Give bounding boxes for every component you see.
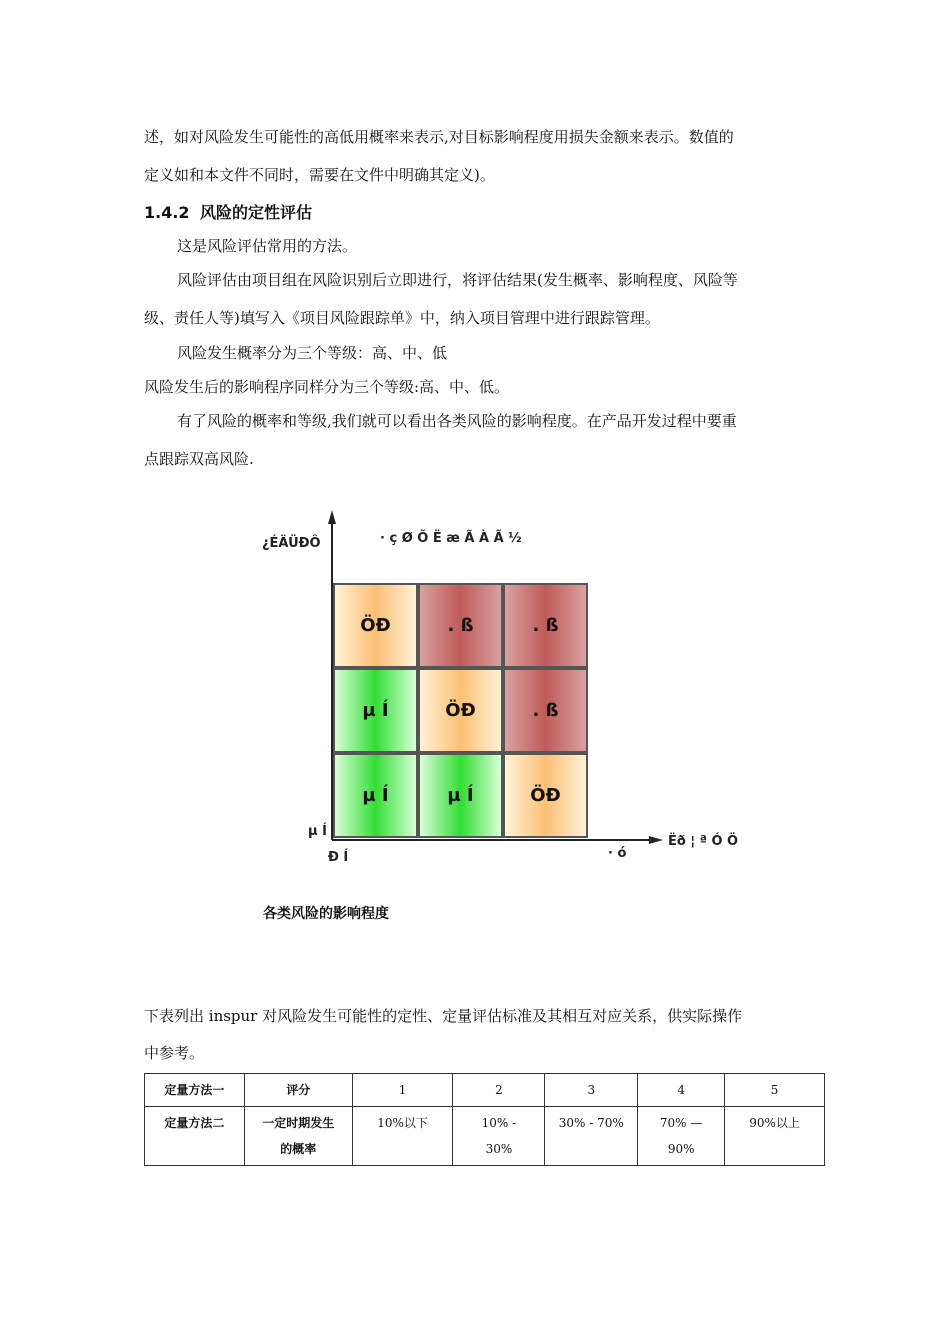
y-axis-label: ¿ÉÄÜÐÔ bbox=[262, 536, 321, 551]
risk-matrix-figure bbox=[258, 508, 758, 878]
matrix-cell-low: µ Í bbox=[418, 753, 503, 838]
matrix-cell-low: µ Í bbox=[333, 753, 418, 838]
section-title: 风险的定性评估 bbox=[200, 203, 313, 222]
matrix-cell-high: . ß bbox=[503, 668, 588, 753]
table-cell: 评分 bbox=[244, 1074, 352, 1107]
figure-caption: 各类风险的影响程度 bbox=[263, 906, 389, 922]
matrix-cell-low: µ Í bbox=[333, 668, 418, 753]
matrix-cell-medium: ÖÐ bbox=[418, 668, 503, 753]
table-row bbox=[145, 1074, 825, 1107]
paragraph-line: 级、责任人等)填写入《项目风险跟踪单》中，纳入项目管理中进行跟踪管理。 bbox=[144, 309, 660, 327]
table-cell: 1 bbox=[352, 1074, 453, 1107]
table-cell: 10%以下 bbox=[352, 1107, 453, 1166]
paragraph-line: 风险评估由项目组在风险识别后立即进行，将评估结果(发生概率、影响程度、风险等 bbox=[177, 271, 738, 289]
paragraph-line: 下表列出 inspur 对风险发生可能性的定性、定量评估标准及其相互对应关系，供实际操作 bbox=[144, 1007, 743, 1025]
paragraph-line: 有了风险的概率和等级,我们就可以看出各类风险的影响程度。在产品开发过程中要重 bbox=[177, 412, 737, 430]
matrix-cell-medium: ÖÐ bbox=[333, 583, 418, 668]
matrix-cell-high: . ß bbox=[418, 583, 503, 668]
table-cell: 2 bbox=[453, 1074, 545, 1107]
x-axis-label: Ëð ¦ ª Ó Ö bbox=[668, 834, 739, 849]
table-row bbox=[145, 1107, 825, 1166]
cell-line: 90% bbox=[667, 1142, 695, 1156]
table-cell: 90%以上 bbox=[725, 1107, 825, 1166]
cell-line: 10% - bbox=[481, 1116, 517, 1130]
cell-line: 的概率 bbox=[280, 1142, 317, 1156]
origin-label-top: µ Í bbox=[308, 824, 327, 839]
x-axis-tick: · ó bbox=[608, 846, 627, 861]
table-cell: 定量方法二 bbox=[145, 1107, 245, 1166]
matrix-cell-high: . ß bbox=[503, 583, 588, 668]
figure-title-label: · ç Ø Õ Ë æ Ã À Ã ½ bbox=[380, 531, 522, 546]
origin-label-bottom: Ð Í bbox=[328, 850, 349, 865]
paragraph-line: 风险发生后的影响程序同样分为三个等级:高、中、低。 bbox=[144, 378, 510, 396]
paragraph-line: 中参考。 bbox=[144, 1044, 205, 1062]
section-number: 1.4.2 bbox=[144, 203, 190, 222]
paragraph-line: 点跟踪双高风险. bbox=[144, 450, 254, 468]
table-cell: 3 bbox=[545, 1074, 638, 1107]
criteria-table bbox=[144, 1073, 825, 1166]
paragraph-line: 述，如对风险发生可能性的高低用概率来表示,对目标影响程度用损失金额来表示。数值的 bbox=[144, 128, 734, 146]
table-cell bbox=[244, 1107, 352, 1166]
paragraph-line: 风险发生概率分为三个等级：高、中、低 bbox=[177, 344, 448, 362]
cell-line: 30% bbox=[485, 1142, 513, 1156]
cell-line: 70% — bbox=[659, 1116, 703, 1130]
table-cell: 30% - 70% bbox=[545, 1107, 638, 1166]
table-cell bbox=[638, 1107, 725, 1166]
matrix-cell-medium: ÖÐ bbox=[503, 753, 588, 838]
paragraph-line: 定义如和本文件不同时，需要在文件中明确其定义)。 bbox=[144, 166, 495, 184]
paragraph-line: 这是风险评估常用的方法。 bbox=[177, 237, 358, 255]
cell-line: 一定时期发生 bbox=[262, 1116, 335, 1130]
table-cell: 定量方法一 bbox=[145, 1074, 245, 1107]
table-cell: 4 bbox=[638, 1074, 725, 1107]
section-heading bbox=[144, 200, 312, 223]
table-cell: 5 bbox=[725, 1074, 825, 1107]
table-cell bbox=[453, 1107, 545, 1166]
